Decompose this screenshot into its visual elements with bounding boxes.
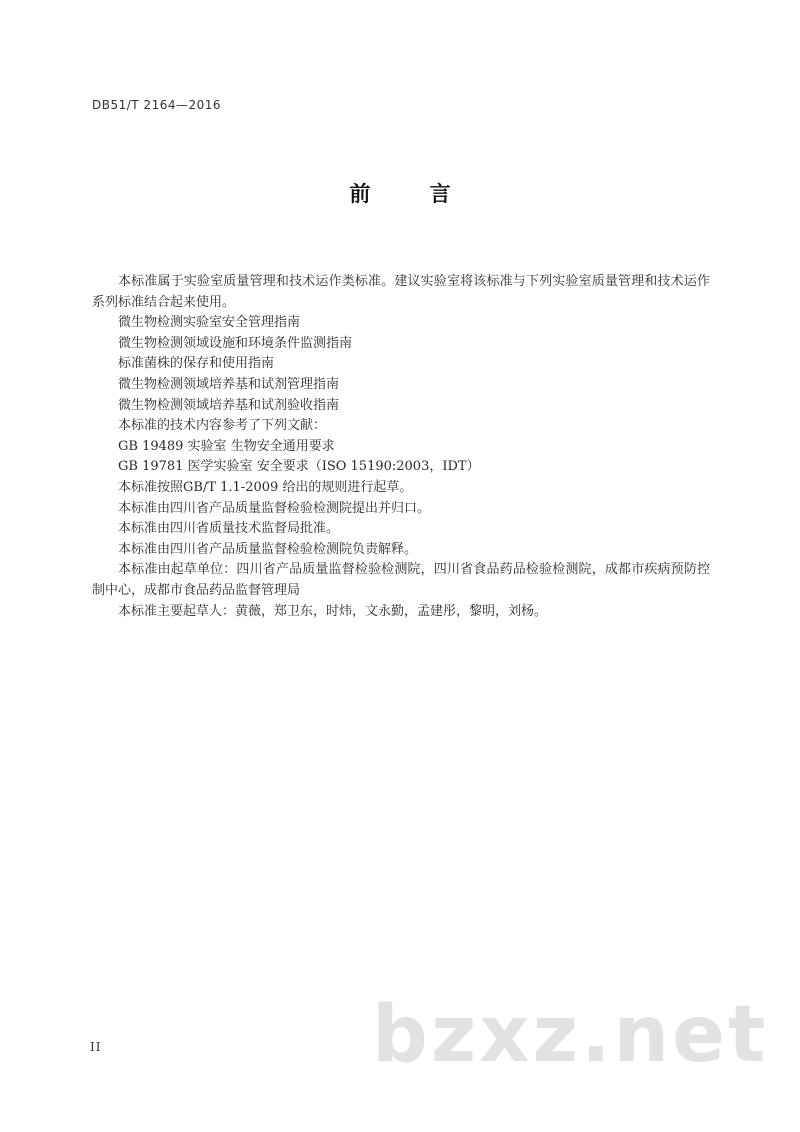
list-item: 微生物检测领域培养基和试剂管理指南: [118, 376, 340, 392]
list-item: 微生物检测领域设施和环境条件监测指南: [118, 335, 353, 351]
standard-code: DB51/T 2164—2016: [92, 98, 222, 112]
paragraph-drafters: 本标准主要起草人：黄薇，郑卫东，时炜，文永勤，孟建彤，黎明，刘杨。: [118, 603, 548, 619]
paragraph-proposer: 本标准由四川省产品质量监督检验检测院提出并归口。: [118, 500, 431, 516]
paragraph-references-intro: 本标准的技术内容参考了下列文献：: [118, 418, 327, 434]
list-item: 标准菌株的保存和使用指南: [118, 356, 275, 372]
paragraph-interpreter: 本标准由四川省产品质量监督检验检测院负责解释。: [118, 541, 418, 557]
reference-item: GB 19781 医学实验室 安全要求（ISO 15190:2003，IDT）: [118, 459, 480, 475]
page-number: II: [90, 1040, 102, 1054]
list-item: 微生物检测实验室安全管理指南: [118, 315, 301, 331]
paragraph-drafting-units: 本标准由起草单位：四川省产品质量监督检验检测院，四川省食品药品检验检测院，成都市疾病预防控制中心，成都市食品药品监督管理局: [92, 562, 710, 598]
paragraph-approver: 本标准由四川省质量技术监督局批准。: [118, 521, 340, 537]
foreword-body: [92, 272, 710, 622]
list-item: 微生物检测领域培养基和试剂验收指南: [118, 397, 340, 413]
paragraph-intro: 本标准属于实验室质量管理和技术运作类标准。建议实验室将该标准与下列实验室质量管理和技术运作系列标准结合起来使用。: [92, 274, 710, 310]
paragraph-drafting-rules: 本标准按照GB/T 1.1-2009 给出的规则进行起草。: [118, 479, 413, 495]
watermark-logo: bzxz.net: [372, 990, 769, 1080]
page-title: 前 言: [349, 182, 477, 206]
reference-item: GB 19489 实验室 生物安全通用要求: [118, 438, 335, 454]
